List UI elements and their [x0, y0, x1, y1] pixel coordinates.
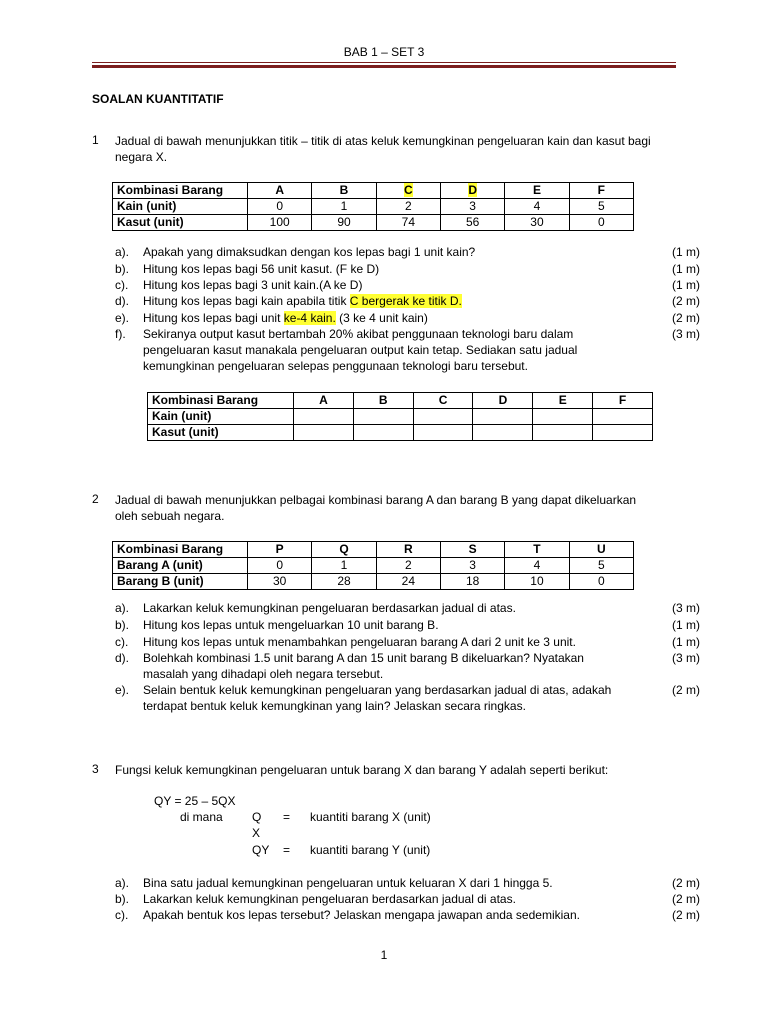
item-text: Bina satu jadual kemungkinan pengeluaran untuk keluaran X dari 1 hingga 5. — [143, 876, 553, 890]
q1-intro-line-1: Jadual di bawah menunjukkan titik – titik di atas keluk kemungkinan pengeluaran kain dan kasut bagi — [115, 134, 651, 148]
page-number: 1 — [380, 948, 388, 962]
table-cell: 24 — [376, 574, 440, 590]
blank-cell — [353, 409, 413, 425]
table-cell: 5 — [569, 199, 633, 215]
q2-item-e — [115, 682, 700, 714]
table-cell: 18 — [440, 574, 504, 590]
table-header-cell: B — [353, 393, 413, 409]
q3-def2-equals: = — [283, 843, 291, 857]
q3-intro: Fungsi keluk kemungkinan pengeluaran untuk barang X dan barang Y adalah seperti berikut: — [115, 763, 609, 777]
q2-item-d — [115, 650, 700, 682]
q3-def2-symbol: QY — [252, 843, 270, 857]
table-cell: 30 — [248, 574, 312, 590]
table-cell: 56 — [440, 215, 504, 231]
table-header-cell: Q — [312, 542, 376, 558]
item-text-line: kemungkinan pengeluaran selepas penggunaan teknologi baru tersebut. — [143, 359, 528, 373]
item-letter: e). — [115, 683, 130, 697]
row-label: Barang B (unit) — [113, 574, 248, 590]
q2-data-table — [112, 541, 634, 590]
q1-blank-table — [147, 392, 653, 441]
table-cell: 0 — [569, 574, 633, 590]
table-header-cell: S — [440, 542, 504, 558]
table-row — [113, 558, 634, 574]
q3-item-a — [115, 875, 700, 891]
q3-item-b — [115, 891, 700, 907]
item-letter: c). — [115, 908, 129, 922]
item-marks: (1 m) — [672, 635, 700, 649]
table-header-row — [113, 183, 634, 199]
blank-cell — [413, 425, 473, 441]
table-header-cell — [376, 183, 440, 199]
item-marks: (3 m) — [672, 327, 700, 341]
item-letter: b). — [115, 262, 130, 276]
item-letter: b). — [115, 892, 130, 906]
row-label: Kasut (unit) — [113, 215, 248, 231]
blank-cell — [593, 425, 653, 441]
q3-def1-equals: = — [283, 810, 291, 824]
item-text: Lakarkan keluk kemungkinan pengeluaran berdasarkan jadual di atas. — [143, 601, 516, 615]
highlighted-text: ke-4 kain. — [283, 311, 336, 325]
highlighted-text: C bergerak ke titik D. — [349, 294, 462, 308]
q1-intro-line-2: negara X. — [115, 150, 168, 164]
table-cell: 3 — [440, 199, 504, 215]
table-cell: 10 — [505, 574, 569, 590]
table-header-cell: P — [248, 542, 312, 558]
row-label: Kasut (unit) — [148, 425, 294, 441]
table-cell: 2 — [376, 199, 440, 215]
blank-cell — [593, 409, 653, 425]
q3-def1-symbol: Q — [252, 810, 262, 824]
item-marks: (2 m) — [672, 683, 700, 697]
blank-cell — [413, 409, 473, 425]
table-cell: 3 — [440, 558, 504, 574]
table-cell: 1 — [312, 199, 376, 215]
item-letter: c). — [115, 278, 129, 292]
table-row — [113, 574, 634, 590]
table-header-row — [148, 393, 653, 409]
item-text-line: Bolehkah kombinasi 1.5 unit barang A dan 15 unit barang B dikeluarkan? Nyatakan — [143, 651, 584, 665]
q3-where-label: di mana — [180, 810, 223, 824]
item-text: Hitung kos lepas bagi 56 unit kasut. (F ke D) — [143, 262, 380, 276]
q2-item-c — [115, 634, 700, 650]
table-row — [113, 215, 634, 231]
item-text: Hitung kos lepas bagi 3 unit kain.(A ke D) — [143, 278, 363, 292]
table-header-cell: E — [505, 183, 569, 199]
item-marks: (2 m) — [672, 311, 700, 325]
item-text: Lakarkan keluk kemungkinan pengeluaran berdasarkan jadual di atas. — [143, 892, 516, 906]
table-header-cell: U — [569, 542, 633, 558]
table-cell: 2 — [376, 558, 440, 574]
q3-item-c — [115, 907, 700, 923]
q1-item-b — [115, 261, 700, 277]
q3-equation: QY = 25 – 5QX — [154, 794, 236, 808]
item-marks: (1 m) — [672, 278, 700, 292]
item-text — [143, 326, 653, 374]
item-marks: (3 m) — [672, 601, 700, 615]
question-number-3: 3 — [92, 762, 99, 776]
q2-intro — [115, 492, 700, 524]
table-cell: 74 — [376, 215, 440, 231]
item-marks: (3 m) — [672, 651, 700, 665]
q1-item-a — [115, 244, 700, 260]
item-marks: (2 m) — [672, 892, 700, 906]
item-letter: c). — [115, 635, 129, 649]
row-label: Barang A (unit) — [113, 558, 248, 574]
section-title: SOALAN KUANTITATIF — [92, 92, 224, 106]
table-header-cell: F — [569, 183, 633, 199]
header-rule-thin — [92, 62, 676, 63]
blank-cell — [533, 409, 593, 425]
q1-item-c — [115, 277, 700, 293]
highlighted-header-c: C — [403, 183, 413, 197]
q3-def1-symbol-subscript: X — [252, 826, 261, 840]
item-text — [143, 310, 653, 326]
table-cell: 5 — [569, 558, 633, 574]
table-cell: 0 — [248, 199, 312, 215]
table-cell: 0 — [569, 215, 633, 231]
table-cell: 4 — [505, 558, 569, 574]
blank-cell — [473, 409, 533, 425]
table-cell: 90 — [312, 215, 376, 231]
table-header-cell: F — [593, 393, 653, 409]
q2-intro-line-1: Jadual di bawah menunjukkan pelbagai kombinasi barang A dan barang B yang dapat dikeluarkan — [115, 493, 637, 507]
item-letter: b). — [115, 618, 130, 632]
table-header-cell: B — [312, 183, 376, 199]
item-text — [143, 293, 653, 309]
table-row — [148, 409, 653, 425]
table-cell: 28 — [312, 574, 376, 590]
table-header-cell — [440, 183, 504, 199]
q1-data-table — [112, 182, 634, 231]
table-header-cell: Kombinasi Barang — [148, 393, 294, 409]
q3-def2-text: kuantiti barang Y (unit) — [310, 843, 431, 857]
table-cell: 0 — [248, 558, 312, 574]
item-marks: (2 m) — [672, 294, 700, 308]
table-cell: 4 — [505, 199, 569, 215]
item-text-line: terdapat bentuk keluk kemungkinan yang lain? Jelaskan secara ringkas. — [143, 699, 526, 713]
item-text-line: masalah yang dihadapi oleh negara tersebut. — [143, 667, 384, 681]
table-row — [113, 199, 634, 215]
item-text-part: Hitung kos lepas bagi unit — [143, 311, 284, 325]
item-text-line: pengeluaran kasut manakala pengeluaran output kain tetap. Sediakan satu jadual — [143, 343, 578, 357]
item-letter: d). — [115, 651, 130, 665]
item-marks: (2 m) — [672, 876, 700, 890]
blank-cell — [294, 425, 354, 441]
item-letter: e). — [115, 311, 130, 325]
item-letter: d). — [115, 294, 130, 308]
q1-item-d — [115, 293, 700, 309]
table-header-cell: E — [533, 393, 593, 409]
item-marks: (1 m) — [672, 245, 700, 259]
item-text: Hitung kos lepas untuk mengeluarkan 10 unit barang B. — [143, 618, 439, 632]
item-marks: (2 m) — [672, 908, 700, 922]
item-marks: (1 m) — [672, 618, 700, 632]
table-header-cell: A — [294, 393, 354, 409]
row-label: Kain (unit) — [113, 199, 248, 215]
q2-item-b — [115, 617, 700, 633]
page-header-title: BAB 1 – SET 3 — [343, 45, 425, 59]
item-text-line: Selain bentuk keluk kemungkinan pengeluaran yang berdasarkan jadual di atas, adakah — [143, 683, 612, 697]
q2-intro-line-2: oleh sebuah negara. — [115, 509, 225, 523]
q3-def1-text: kuantiti barang X (unit) — [310, 810, 431, 824]
table-header-cell: D — [473, 393, 533, 409]
table-header-cell: R — [376, 542, 440, 558]
table-header-cell: T — [505, 542, 569, 558]
blank-cell — [353, 425, 413, 441]
table-header-cell: A — [248, 183, 312, 199]
highlighted-header-d: D — [468, 183, 477, 197]
q1-item-e — [115, 310, 700, 326]
question-number-2: 2 — [92, 492, 99, 506]
blank-cell — [473, 425, 533, 441]
table-header-cell: Kombinasi Barang — [113, 183, 248, 199]
item-text-part: Hitung kos lepas bagi kain apabila titik — [143, 294, 350, 308]
item-letter: a). — [115, 876, 130, 890]
table-header-row — [113, 542, 634, 558]
q1-item-f — [115, 326, 700, 374]
item-text-part: (3 ke 4 unit kain) — [335, 311, 428, 325]
row-label: Kain (unit) — [148, 409, 294, 425]
q2-item-a — [115, 600, 700, 616]
item-text — [143, 650, 653, 682]
item-text: Apakah bentuk kos lepas tersebut? Jelaskan mengapa jawapan anda sedemikian. — [143, 908, 580, 922]
q1-intro — [115, 133, 700, 165]
table-row — [148, 425, 653, 441]
item-text — [143, 682, 653, 714]
item-letter: f). — [115, 327, 126, 341]
blank-cell — [533, 425, 593, 441]
item-text-line: Sekiranya output kasut bertambah 20% akibat penggunaan teknologi baru dalam — [143, 327, 574, 341]
table-header-cell: Kombinasi Barang — [113, 542, 248, 558]
blank-cell — [294, 409, 354, 425]
question-number-1: 1 — [92, 133, 99, 147]
table-cell: 100 — [248, 215, 312, 231]
item-letter: a). — [115, 245, 130, 259]
item-letter: a). — [115, 601, 130, 615]
header-rule-thick — [92, 65, 676, 68]
item-marks: (1 m) — [672, 262, 700, 276]
table-cell: 1 — [312, 558, 376, 574]
table-cell: 30 — [505, 215, 569, 231]
table-header-cell: C — [413, 393, 473, 409]
item-text: Hitung kos lepas untuk menambahkan pengeluaran barang A dari 2 unit ke 3 unit. — [143, 635, 576, 649]
item-text: Apakah yang dimaksudkan dengan kos lepas bagi 1 unit kain? — [143, 245, 476, 259]
